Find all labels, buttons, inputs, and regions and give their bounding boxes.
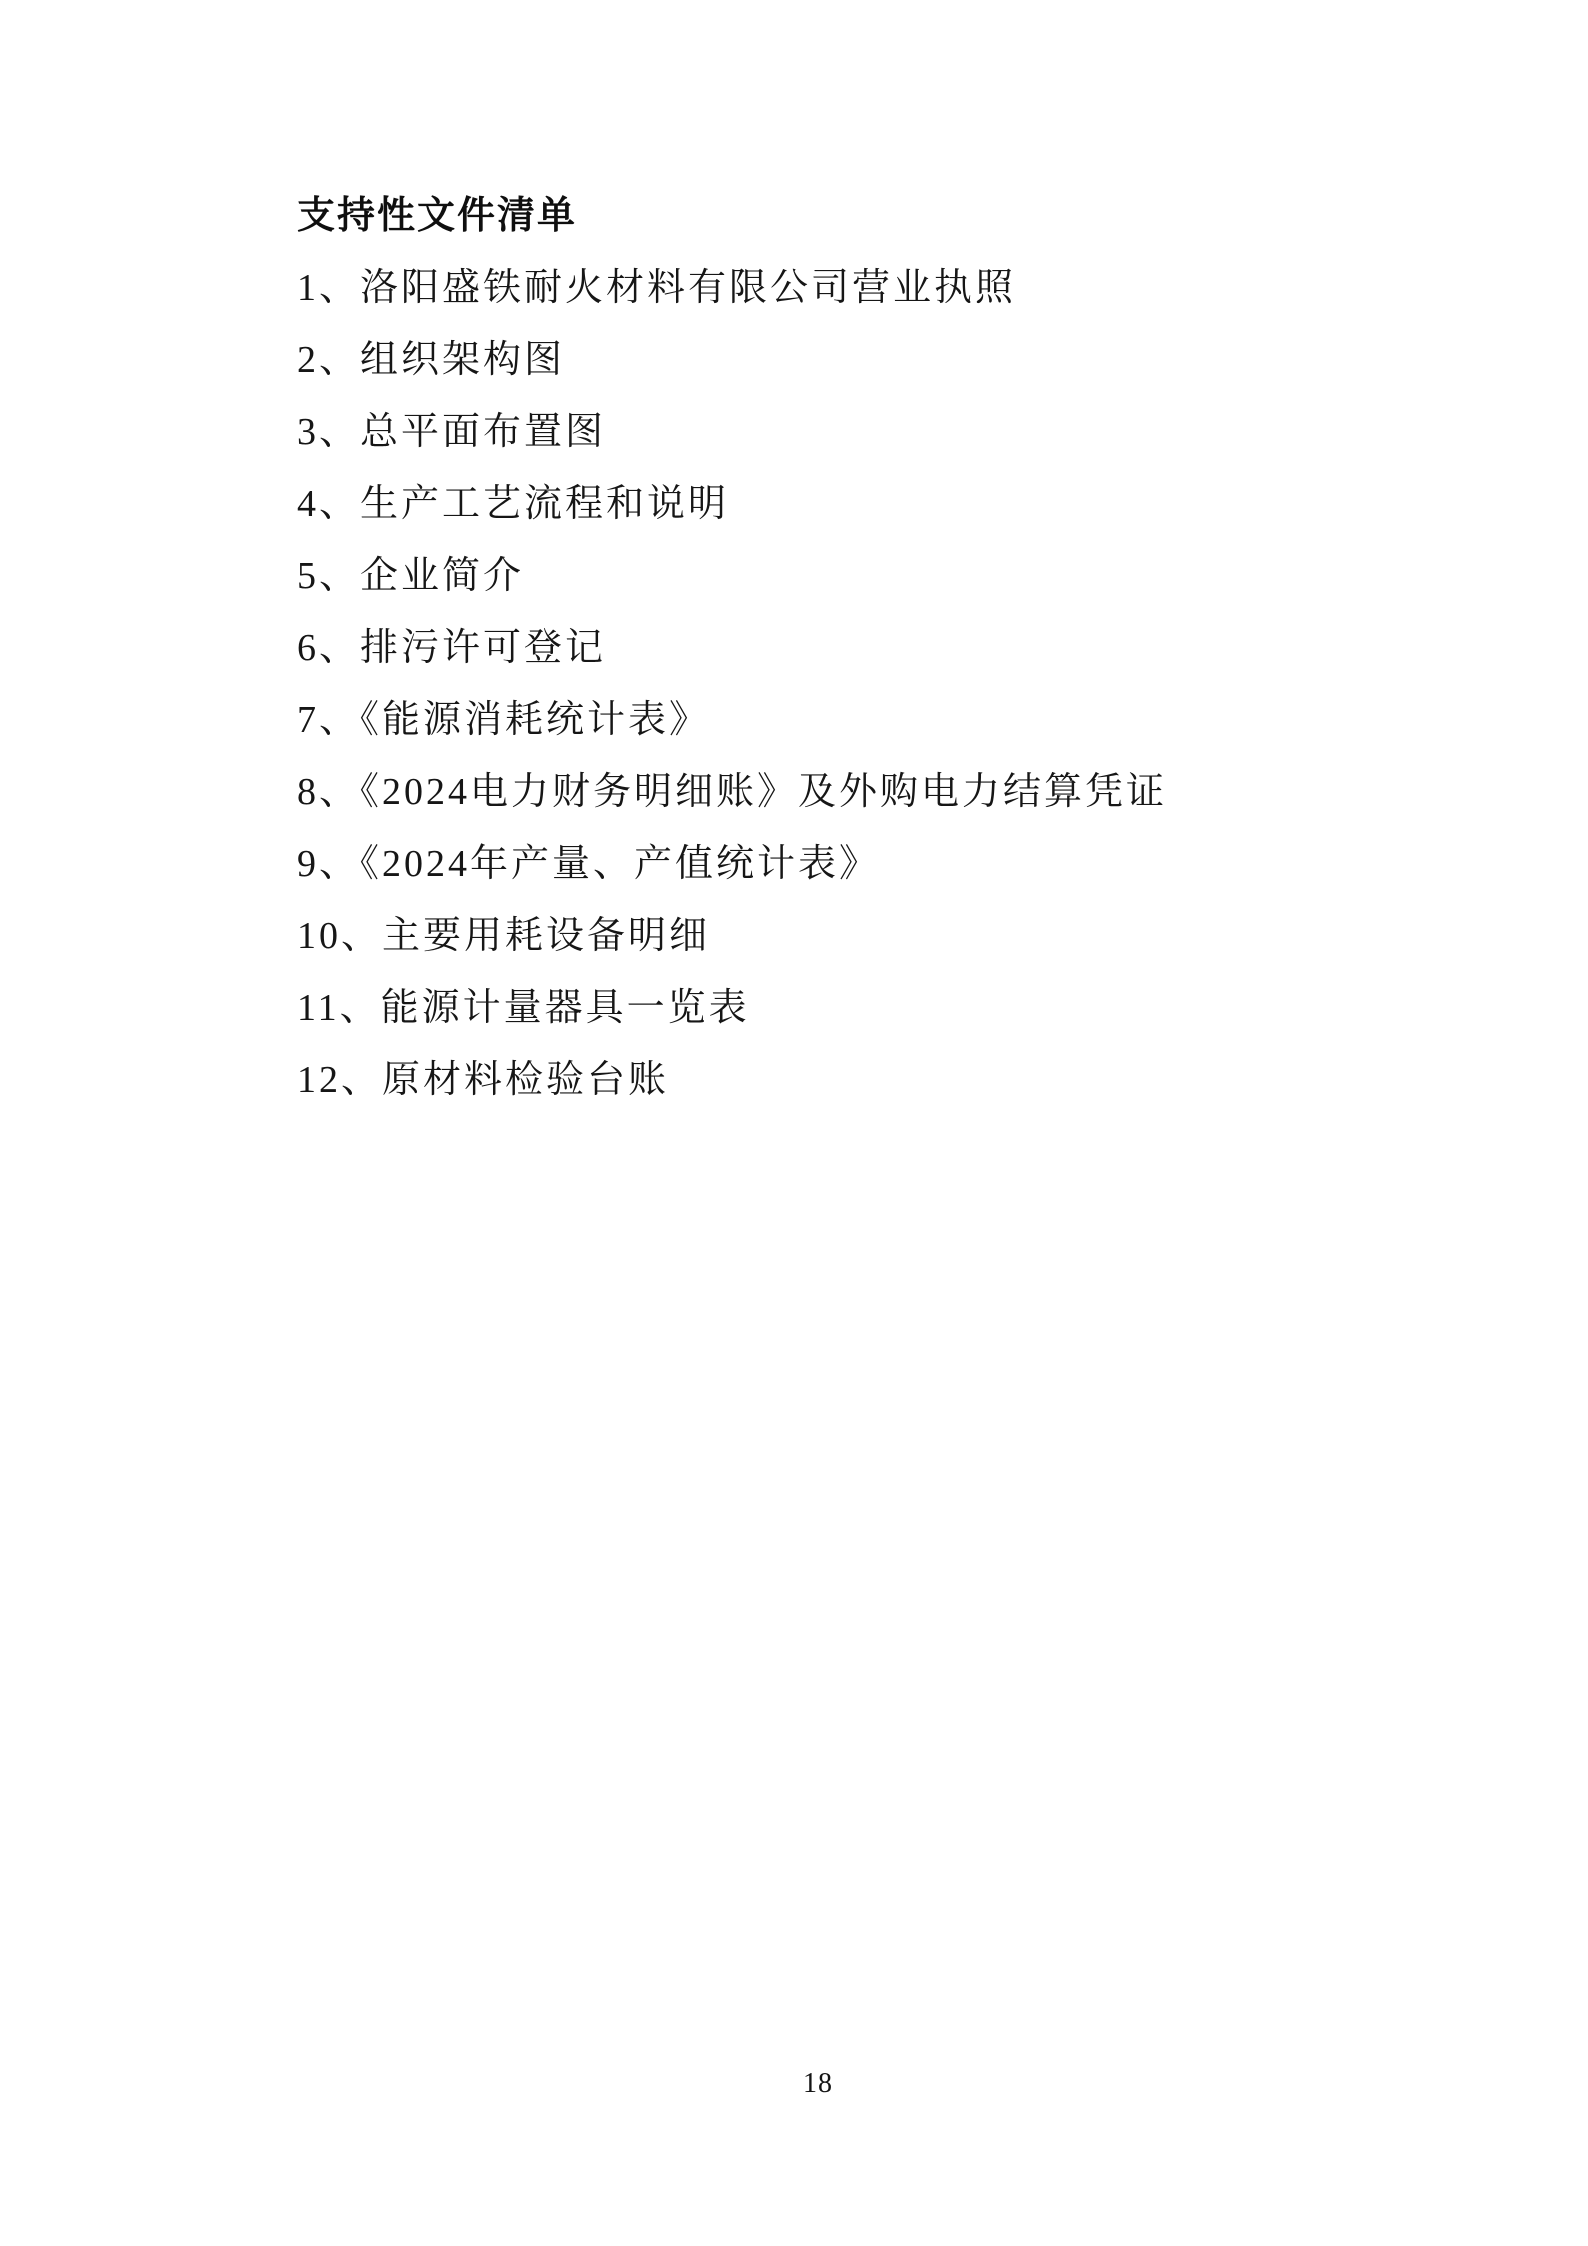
list-item: 8、《2024电力财务明细账》及外购电力结算凭证 [297, 771, 1168, 813]
list-item: 4、生产工艺流程和说明 [297, 483, 730, 525]
supporting-documents-list [297, 252, 1339, 1116]
list-item: 10、主要用耗设备明细 [297, 915, 711, 957]
page-footer [297, 2068, 1339, 2100]
list-item: 12、原材料检验台账 [297, 1059, 670, 1101]
list-item: 9、《2024年产量、产值统计表》 [297, 843, 881, 885]
list-item: 5、企业简介 [297, 555, 525, 597]
section-title: 支持性文件清单 [297, 195, 578, 237]
document-body [297, 180, 1339, 1116]
list-item: 2、组织架构图 [297, 339, 566, 381]
list-item: 6、排污许可登记 [297, 627, 607, 669]
list-item: 11、能源计量器具一览表 [297, 987, 750, 1029]
page-number: 18 [803, 2068, 833, 2099]
list-item: 3、总平面布置图 [297, 411, 607, 453]
list-item: 1、洛阳盛铁耐火材料有限公司营业执照 [297, 267, 1017, 309]
list-item: 7、《能源消耗统计表》 [297, 699, 711, 741]
